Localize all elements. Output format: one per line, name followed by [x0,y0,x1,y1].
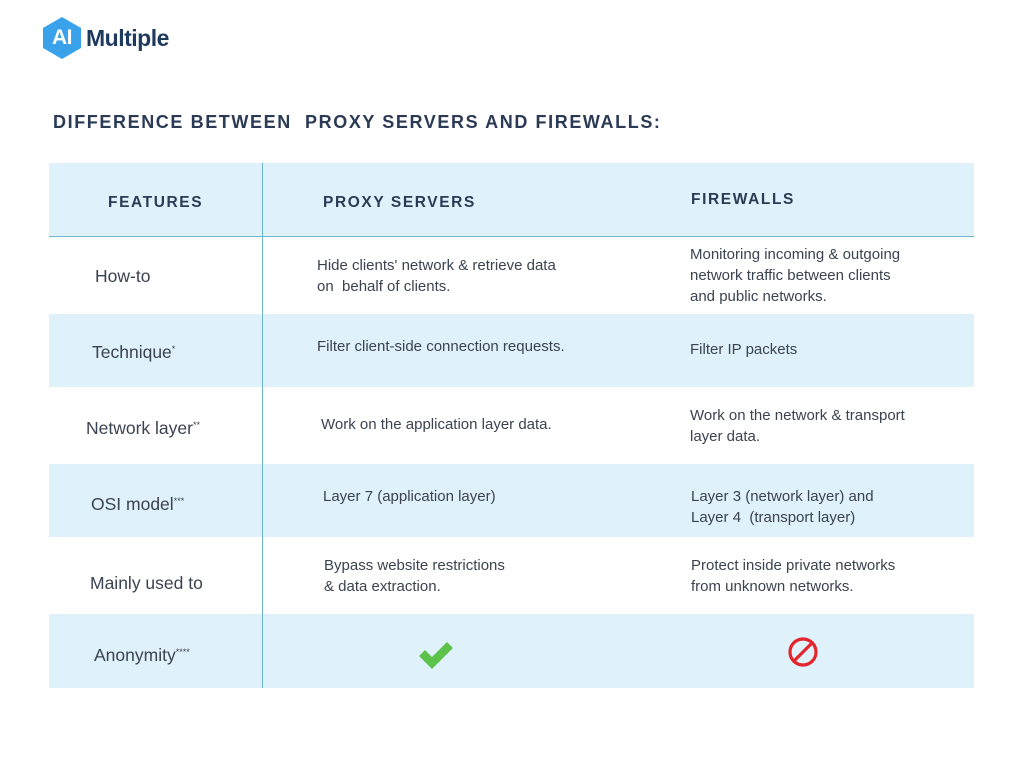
firewall-technique: Filter IP packets [690,341,798,358]
proxy-mainly-used-to: Bypass website restrictions & data extraction. [324,557,505,595]
header-divider [49,236,974,237]
proxy-osi-model: Layer 7 (application layer) [323,488,496,505]
proxy-technique: Filter client-side connection requests. [317,338,565,355]
proxy-how-to: Hide clients' network & retrieve data on behalf of clients. [317,257,556,295]
feature-anonymity: Anonymity**** [94,645,190,665]
feature-mainly-used-to: Mainly used to [90,573,203,593]
logo [40,14,169,62]
logo-name: Multiple [86,24,169,51]
header-firewalls: FIREWALLS [691,191,795,208]
feature-network-layer: Network layer** [86,418,200,438]
feature-technique: Technique* [92,342,176,362]
logo-ai-text: AI [52,26,72,49]
firewall-osi-model: Layer 3 (network layer) and Layer 4 (transport layer) [691,488,874,526]
header-features: FEATURES [108,194,204,211]
logo-badge [40,16,84,60]
feature-osi-model: OSI model*** [91,494,185,514]
page-title: DIFFERENCE BETWEEN PROXY SERVERS AND FIREWALLS: [53,112,662,132]
comparison-table [49,163,974,688]
column-divider [262,163,263,688]
proxy-network-layer: Work on the application layer data. [321,416,552,433]
firewall-network-layer: Work on the network & transport layer data. [690,407,905,445]
feature-how-to: How-to [95,266,151,286]
header-proxy-servers: PROXY SERVERS [323,194,476,211]
firewall-how-to: Monitoring incoming & outgoing network traffic between clients and public networks. [690,246,901,305]
check-icon [417,639,455,677]
firewall-mainly-used-to: Protect inside private networks from unknown networks. [691,557,896,595]
prohibited-icon [787,636,819,674]
